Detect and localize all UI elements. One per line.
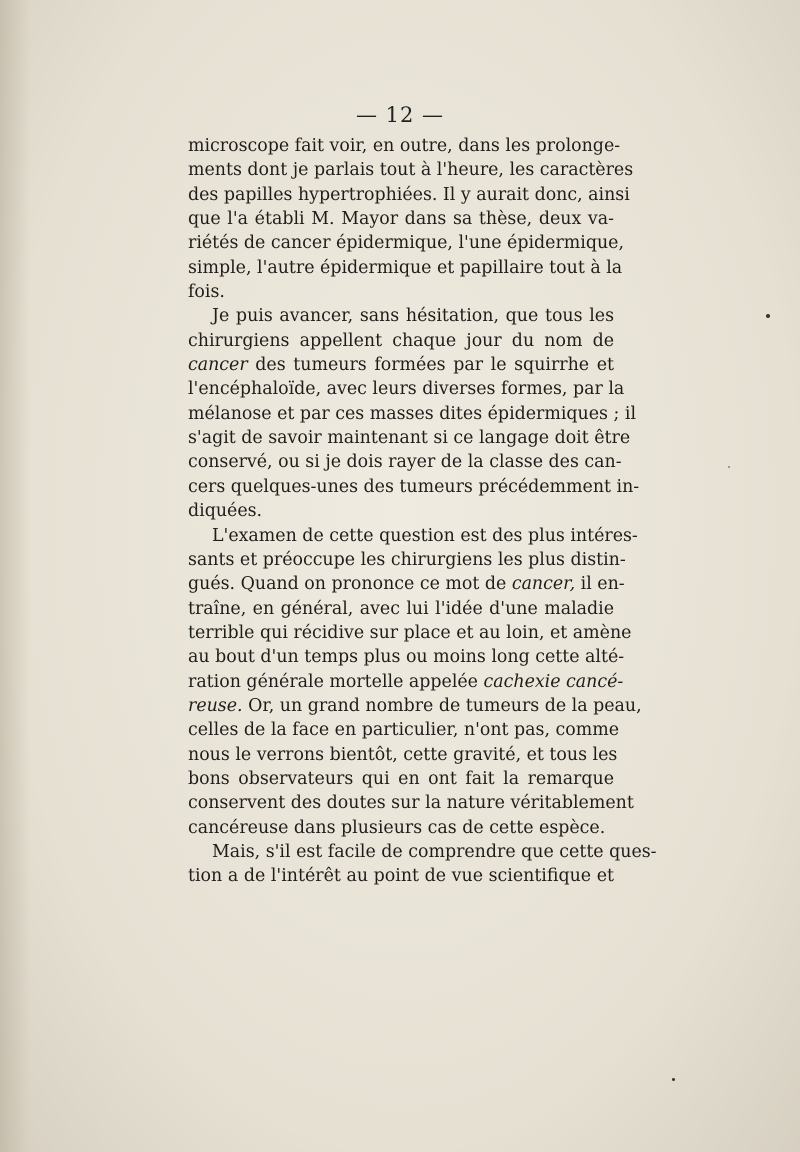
page-number: — 12 — <box>355 103 445 127</box>
body-text <box>188 134 657 889</box>
text-line: tion a de l'intérêt au point de vue scientifique et <box>188 866 614 887</box>
paper-speck <box>672 1078 675 1081</box>
text-line: conservent des doutes sur la nature véritablement <box>188 793 634 814</box>
text-line: bons observateurs qui en ont fait la remarque <box>188 768 614 789</box>
text-line: s'agit de savoir maintenant si ce langage doit être <box>188 428 631 449</box>
text-line: cancer des tumeurs formées par le squirrhe et <box>188 355 614 376</box>
text-line: sants et préoccupe les chirurgiens les plus distin- <box>188 549 626 570</box>
italic-term: reuse. <box>188 695 243 716</box>
text-line: riétés de cancer épidermique, l'une épidermique, <box>188 233 624 254</box>
text-line: terrible qui récidive sur place et au loin, et amène <box>188 622 632 643</box>
text-line: microscope fait voir, en outre, dans les prolonge- <box>188 136 621 156</box>
paper-speck <box>728 466 730 468</box>
text-line: au bout d'un temps plus ou moins long cette alté- <box>188 647 625 668</box>
text-line: Je puis avancer, sans hésitation, que tous les <box>212 306 614 327</box>
text-line: conservé, ou si je dois rayer de la classe des can- <box>188 452 622 473</box>
paper-speck <box>766 314 770 318</box>
text-line: chirurgiens appellent chaque jour du nom de <box>188 330 614 351</box>
text-line: reuse. Or, un grand nombre de tumeurs de la peau, <box>188 695 642 716</box>
text-line: L'examen de cette question est des plus intéres- <box>212 525 638 546</box>
text-line: des papilles hypertrophiées. Il y aurait donc, ainsi <box>188 184 630 205</box>
text-line: ments dont je parlais tout à l'heure, les caractères <box>188 160 634 181</box>
text-line: l'encéphaloïde, avec leurs diverses formes, par la <box>188 379 625 400</box>
text-line: Mais, s'il est facile de comprendre que cette ques- <box>212 841 657 862</box>
italic-term: cancer <box>188 355 248 376</box>
text-line: traîne, en général, avec lui l'idée d'une maladie <box>188 598 614 619</box>
text-line: cancéreuse dans plusieurs cas de cette espèce. <box>188 817 606 838</box>
text-line: que l'a établi M. Mayor dans sa thèse, deux va- <box>188 209 614 230</box>
text-line: simple, l'autre épidermique et papillaire tout à la <box>188 257 623 278</box>
text-line: fois. <box>188 282 225 303</box>
text-line: gués. Quand on prononce ce mot de cancer, il en- <box>188 574 625 595</box>
text-line: diquées. <box>188 501 263 522</box>
text-line: mélanose et par ces masses dites épidermiques ; il <box>188 403 637 424</box>
text-line: ration générale mortelle appelée cachexie cancé- <box>188 671 624 692</box>
italic-term: cachexie cancé- <box>483 671 624 692</box>
text-line: cers quelques-unes des tumeurs précédemment in- <box>188 476 640 497</box>
text-line: celles de la face en particulier, n'ont pas, comme <box>188 720 620 741</box>
italic-term: cancer, <box>511 574 576 595</box>
text-line: nous le verrons bientôt, cette gravité, et tous les <box>188 744 618 765</box>
